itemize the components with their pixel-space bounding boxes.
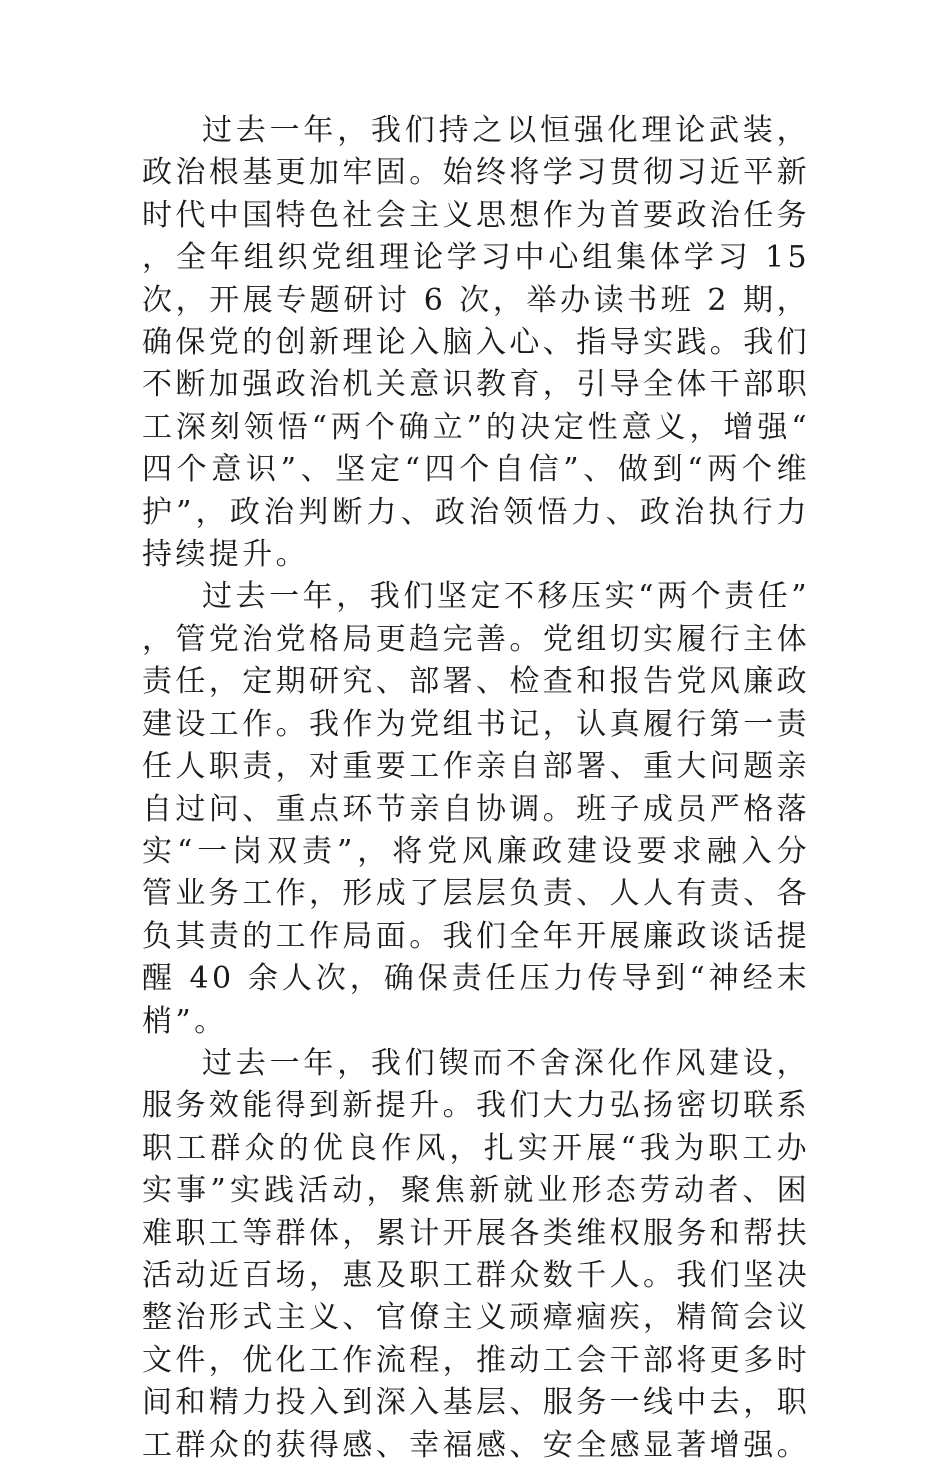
paragraph-two-responsibilities: 过去一年，我们坚定不移压实“两个责任”，管党治党格局更趋完善。党组切实履行主体责任，定期研究、部署、检查和报告党风廉政建设工作。我作为党组书记，认真履行第一责任人职责，对重要工作亲自部署、重大问题亲自过问、重点环节亲自协调。班子成员严格落实“一岗双责”，将党风廉政建设要求融入分管业务工作，形成了层层负责、人人有责、各负其责的工作局面。我们全年开展廉政谈话提醒 40 余人次，确保责任压力传导到“神经末梢”。 xyxy=(142,579,810,1039)
paragraph-work-style: 过去一年，我们锲而不舍深化作风建设，服务效能得到新提升。我们大力弘扬密切联系职工群众的优良作风，扎实开展“我为职工办实事”实践活动，聚焦新就业形态劳动者、困难职工等群体，累计开展各类维权服务和帮扶活动近百场，惠及职工群众数千人。我们坚决整治形式主义、官僚主义顽瘴痼疾，精简会议文件，优化工作流程，推动工会干部将更多时间和精力投入到深入基层、服务一线中去，职工群众的获得感、幸福感、安全感显著增强。 xyxy=(142,1045,810,1463)
document-page xyxy=(142,110,810,1467)
paragraph-theory-study: 过去一年，我们持之以恒强化理论武装，政治根基更加牢固。始终将学习贯彻习近平新时代中国特色社会主义思想作为首要政治任务，全年组织党组理论学习中心组集体学习 15 次，开展专题研讨 6 次，举办读书班 2 期，确保党的创新理论入脑入心、指导实践。我们不断加强政治机关意识教育，引导全体干部职工深刻领悟“两个确立”的决定性意义，增强“四个意识”、坚定“四个自信”、做到“两个维护”，政治判断力、政治领悟力、政治执行力持续提升。 xyxy=(142,113,810,573)
